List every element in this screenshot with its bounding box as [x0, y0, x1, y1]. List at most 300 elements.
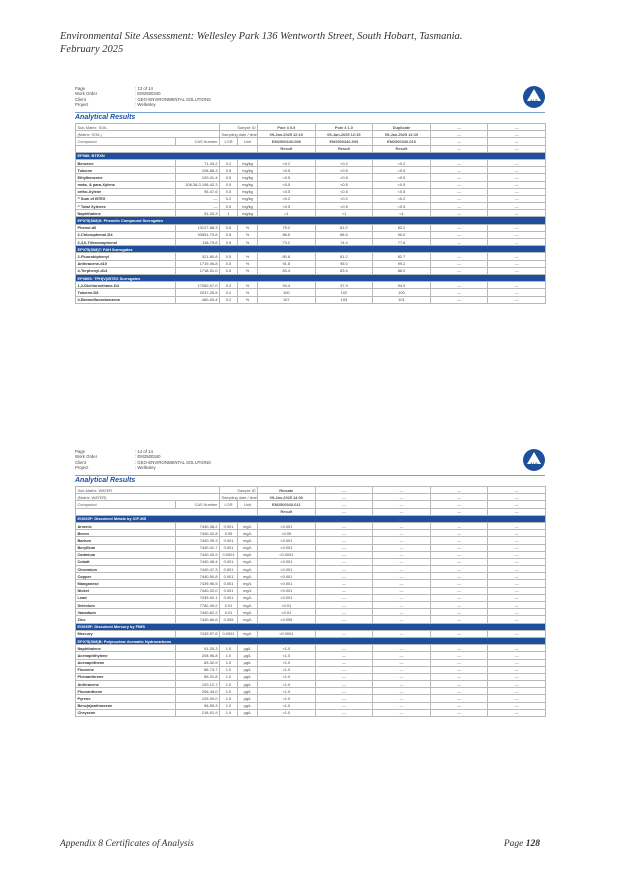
sub-matrix-label: Sub-Matrix: WATER	[76, 487, 220, 494]
empty-result-dash: —	[430, 253, 488, 260]
lor-value: 1.0	[220, 681, 238, 688]
lor-value: 0.5	[220, 174, 238, 181]
meta-key: Project	[75, 101, 89, 107]
empty-result-dash: —	[488, 239, 546, 246]
empty-result-dash: —	[315, 602, 373, 609]
compound-name: Benzene	[76, 159, 176, 166]
result-value: <1.0	[258, 681, 316, 688]
sample-date: 09-Jan-2025 12:10	[258, 131, 316, 138]
empty-result-dash: —	[430, 652, 488, 659]
unit-value: mg/kg	[238, 195, 258, 202]
empty-result-dash: —	[430, 645, 488, 652]
empty-result-dash: —	[430, 239, 488, 246]
empty-result-dash: —	[488, 702, 546, 709]
empty-result-dash: —	[430, 566, 488, 573]
empty-result-dash: —	[488, 587, 546, 594]
result-value: 88.5	[315, 231, 373, 238]
empty-result-dash: —	[315, 695, 373, 702]
compound-name: Mercury	[76, 630, 176, 637]
cas-number: 2037-26-5	[176, 289, 220, 296]
result-value: 81.2	[315, 253, 373, 260]
empty-sample-dash: —	[488, 138, 546, 145]
table-row	[76, 167, 546, 174]
empty-result-dash: —	[373, 580, 431, 587]
als-logo-text: ALS	[530, 99, 538, 103]
empty-sample-dash: —	[430, 508, 488, 515]
table-row	[76, 188, 546, 195]
lor-value: 0.001	[220, 573, 238, 580]
empty-sample-dash: —	[430, 501, 488, 508]
lor-value: 0.001	[220, 522, 238, 529]
result-value: <0.5	[373, 188, 431, 195]
cas-number: 7440-39-3	[176, 537, 220, 544]
compound-name: Anthracene-d10	[76, 260, 176, 267]
unit-value: mg/kg	[238, 159, 258, 166]
result-value: <0.01	[258, 602, 316, 609]
meta-value: : 13 of 14	[135, 86, 153, 91]
lor-value: 1.0	[220, 652, 238, 659]
table-row	[76, 231, 546, 238]
result-value: 102	[315, 289, 373, 296]
group-title: EP080S: TPH(V)/BTEX Surrogates	[76, 274, 546, 281]
empty-result-dash: —	[488, 167, 546, 174]
empty-result-dash: —	[315, 630, 373, 637]
empty-result-dash: —	[488, 558, 546, 565]
unit-value: mg/L	[238, 609, 258, 616]
empty-result-dash: —	[315, 652, 373, 659]
blank-cell	[76, 145, 258, 152]
empty-sample-dash: —	[488, 494, 546, 501]
result-value: <1.0	[258, 695, 316, 702]
compound-name: Acenaphthene	[76, 659, 176, 666]
empty-result-dash: —	[488, 688, 546, 695]
results-table	[75, 123, 546, 304]
empty-result-dash: —	[430, 522, 488, 529]
lor-value: 0.5	[220, 203, 238, 210]
empty-result-dash: —	[488, 709, 546, 716]
sample-result: Result	[315, 145, 373, 152]
empty-result-dash: —	[488, 260, 546, 267]
cert-meta	[75, 86, 545, 112]
empty-result-dash: —	[315, 558, 373, 565]
document-header	[60, 30, 560, 56]
cas-number: 7439-96-5	[176, 580, 220, 587]
empty-result-dash: —	[315, 616, 373, 623]
cas-number: 118-79-6	[176, 239, 220, 246]
table-row	[76, 159, 546, 166]
compound-name: Copper	[76, 573, 176, 580]
unit-value: %	[238, 289, 258, 296]
footer-page-label	[504, 839, 540, 849]
compound-name: Manganese	[76, 580, 176, 587]
empty-result-dash: —	[373, 702, 431, 709]
header-row	[76, 124, 546, 131]
table-row	[76, 630, 546, 637]
cas-number: 7782-49-2	[176, 602, 220, 609]
empty-result-dash: —	[488, 544, 546, 551]
unit-value: mg/L	[238, 566, 258, 573]
unit-col-header: Unit	[238, 138, 258, 145]
unit-value: %	[238, 224, 258, 231]
empty-result-dash: —	[315, 566, 373, 573]
lor-value: 1.0	[220, 673, 238, 680]
result-value: 86.0	[373, 267, 431, 274]
sampling-date-label: Sampling date / time	[221, 494, 257, 500]
table-row	[76, 282, 546, 289]
result-value: 101	[373, 296, 431, 303]
lor-value: 0.001	[220, 544, 238, 551]
compound-name: 2-Chlorophenol-D4	[76, 231, 176, 238]
result-value: <1.0	[258, 652, 316, 659]
meta-value: : EM2500340	[135, 454, 161, 460]
compound-name: Acenaphthylene	[76, 652, 176, 659]
result-value: <0.001	[258, 566, 316, 573]
empty-result-dash: —	[430, 544, 488, 551]
empty-result-dash: —	[315, 609, 373, 616]
unit-value: mg/L	[238, 602, 258, 609]
sampling-date-label: Sampling date / time	[221, 131, 257, 137]
compound-name: Pyrene	[76, 695, 176, 702]
empty-result-dash: —	[488, 566, 546, 573]
table-row	[76, 260, 546, 267]
section-title: Analytical Results	[75, 114, 136, 121]
cas-number: 206-44-0	[176, 688, 220, 695]
compound-name: 2-Fluorobiphenyl	[76, 253, 176, 260]
empty-result-dash: —	[373, 522, 431, 529]
empty-result-dash: —	[430, 537, 488, 544]
unit-value: mg/L	[238, 587, 258, 594]
result-value: <0.0001	[258, 630, 316, 637]
lor-value: 0.5	[220, 181, 238, 188]
compound-name: Chrysene	[76, 709, 176, 716]
unit-value: µg/L	[238, 702, 258, 709]
empty-result-dash: —	[430, 594, 488, 601]
cert-divider	[75, 112, 545, 113]
lor-value: 0.005	[220, 616, 238, 623]
meta-row	[75, 102, 545, 107]
result-value: <1.0	[258, 673, 316, 680]
empty-result-dash: —	[373, 587, 431, 594]
result-value: <0.5	[258, 188, 316, 195]
group-row	[76, 246, 546, 253]
empty-result-dash: —	[315, 544, 373, 551]
lor-value: 0.0001	[220, 630, 238, 637]
lor-value: 0.5	[220, 167, 238, 174]
empty-result-dash: —	[430, 587, 488, 594]
meta-value: : EM2500340	[135, 91, 161, 97]
empty-sample-dash: —	[430, 124, 488, 131]
lor-value: 0.001	[220, 580, 238, 587]
unit-value: mg/kg	[238, 203, 258, 210]
empty-result-dash: —	[488, 551, 546, 558]
cas-number: 86-73-7	[176, 666, 220, 673]
lor-value: 1.0	[220, 702, 238, 709]
certificate-page-14	[75, 449, 545, 717]
sample-lab: EM2500340-008	[258, 138, 316, 145]
table-row	[76, 181, 546, 188]
group-row	[76, 274, 546, 281]
empty-result-dash: —	[430, 580, 488, 587]
lor-value: 0.2	[220, 296, 238, 303]
empty-result-dash: —	[430, 688, 488, 695]
meta-key: Client	[75, 96, 86, 102]
lor-value: 0.001	[220, 558, 238, 565]
cas-number: 95-47-6	[176, 188, 220, 195]
result-value: <0.001	[258, 544, 316, 551]
meta-value: : Wellesley	[135, 101, 156, 107]
lor-value: 0.5	[220, 239, 238, 246]
footer-appendix-label: Appendix 8 Certificates of Analysis	[60, 839, 194, 849]
group-row	[76, 637, 546, 644]
cas-number: 13127-88-3	[176, 224, 220, 231]
table-row	[76, 210, 546, 217]
lor-value: 1.0	[220, 645, 238, 652]
empty-result-dash: —	[430, 267, 488, 274]
unit-value: µg/L	[238, 652, 258, 659]
unit-value: mg/L	[238, 558, 258, 565]
meta-key: Client	[75, 459, 86, 465]
cas-number: 7440-43-9	[176, 551, 220, 558]
empty-result-dash: —	[373, 544, 431, 551]
meta-row	[75, 465, 545, 470]
empty-result-dash: —	[373, 573, 431, 580]
empty-result-dash: —	[430, 188, 488, 195]
table-row	[76, 267, 546, 274]
empty-sample-dash: —	[430, 131, 488, 138]
empty-result-dash: —	[373, 645, 431, 652]
result-value: <0.0001	[258, 551, 316, 558]
empty-result-dash: —	[430, 224, 488, 231]
unit-value: mg/L	[238, 544, 258, 551]
empty-result-dash: —	[430, 181, 488, 188]
compound-col-header: Compound	[76, 501, 176, 508]
empty-result-dash: —	[373, 709, 431, 716]
compound-name: Nickel	[76, 587, 176, 594]
cas-number: 7439-97-6	[176, 630, 220, 637]
empty-result-dash: —	[430, 630, 488, 637]
sample-date: 09-Jan-2025 12:10	[373, 131, 431, 138]
result-value: 86.5	[258, 231, 316, 238]
unit-value: %	[238, 231, 258, 238]
empty-result-dash: —	[373, 666, 431, 673]
table-row	[76, 203, 546, 210]
result-value: <0.5	[315, 188, 373, 195]
group-row	[76, 623, 546, 630]
empty-result-dash: —	[488, 522, 546, 529]
compound-name: Boron	[76, 530, 176, 537]
empty-sample-dash: —	[315, 494, 373, 501]
cas-col-header: CAS Number	[176, 501, 220, 508]
empty-sample-dash: —	[373, 494, 431, 501]
empty-result-dash: —	[488, 181, 546, 188]
compound-name: Vanadium	[76, 609, 176, 616]
lor-value: 0.001	[220, 594, 238, 601]
cas-number: 56-55-3	[176, 702, 220, 709]
group-row	[76, 152, 546, 159]
lor-value: 1.0	[220, 688, 238, 695]
meta-key: Page	[75, 449, 86, 454]
lor-value: 1.0	[220, 695, 238, 702]
table-row	[76, 522, 546, 529]
result-value: <0.2	[373, 159, 431, 166]
unit-value: µg/L	[238, 666, 258, 673]
empty-result-dash: —	[488, 594, 546, 601]
sub-matrix-label: Sub-Matrix: SOIL	[76, 124, 220, 131]
table-row	[76, 573, 546, 580]
result-value: <0.5	[315, 167, 373, 174]
empty-result-dash: —	[430, 695, 488, 702]
unit-value: %	[238, 260, 258, 267]
result-value: <1.0	[258, 666, 316, 673]
sample-id-label: Sample ID	[220, 487, 258, 494]
meta-value: : 14 of 14	[135, 449, 153, 454]
lor-value: 0.5	[220, 188, 238, 195]
empty-result-dash: —	[488, 253, 546, 260]
als-logo	[523, 86, 545, 108]
table-row	[76, 666, 546, 673]
result-value: 100	[258, 289, 316, 296]
compound-name: Fluorene	[76, 666, 176, 673]
unit-value: mg/L	[238, 522, 258, 529]
compound-name: Zinc	[76, 616, 176, 623]
cas-number: 1718-51-0	[176, 267, 220, 274]
table-row	[76, 609, 546, 616]
empty-sample-dash: —	[488, 487, 546, 494]
empty-sample-dash: —	[315, 501, 373, 508]
empty-result-dash: —	[315, 709, 373, 716]
unit-value: mg/L	[238, 537, 258, 544]
empty-result-dash: —	[488, 231, 546, 238]
empty-result-dash: —	[430, 551, 488, 558]
empty-result-dash: —	[430, 296, 488, 303]
empty-result-dash: —	[488, 188, 546, 195]
cas-number: 100-41-4	[176, 174, 220, 181]
result-value: 107	[258, 296, 316, 303]
empty-result-dash: —	[430, 573, 488, 580]
table-row	[76, 688, 546, 695]
empty-result-dash: —	[488, 203, 546, 210]
group-title: EP075(SIM)S: Phenolic Compound Surrogates	[76, 217, 546, 224]
cas-number: 108-38-3 106-42-3	[176, 181, 220, 188]
header-row	[76, 501, 546, 508]
als-logo	[523, 449, 545, 471]
section-title: Analytical Results	[75, 477, 136, 484]
header-date: February 2025	[60, 44, 124, 55]
compound-name: ^ Sum of BTEX	[76, 195, 176, 202]
cas-number: 7439-92-1	[176, 594, 220, 601]
result-value: <0.2	[315, 159, 373, 166]
empty-result-dash: —	[488, 695, 546, 702]
empty-result-dash: —	[488, 580, 546, 587]
table-row	[76, 253, 546, 260]
result-value: 90.0	[373, 231, 431, 238]
cas-number: 7440-66-6	[176, 616, 220, 623]
cas-number: 83-32-9	[176, 659, 220, 666]
result-value: <0.5	[258, 181, 316, 188]
empty-result-dash: —	[315, 522, 373, 529]
meta-key: Work Order	[75, 91, 98, 97]
empty-result-dash: —	[488, 652, 546, 659]
empty-result-dash: —	[315, 530, 373, 537]
table-row	[76, 289, 546, 296]
group-row	[76, 217, 546, 224]
result-value: <1	[373, 210, 431, 217]
empty-sample-dash: —	[488, 501, 546, 508]
empty-result-dash: —	[488, 267, 546, 274]
unit-value: %	[238, 267, 258, 274]
empty-result-dash: —	[315, 573, 373, 580]
sample-id: Rinsate	[258, 487, 316, 494]
unit-value: µg/L	[238, 681, 258, 688]
empty-result-dash: —	[430, 659, 488, 666]
unit-value: %	[238, 296, 258, 303]
empty-result-dash: —	[430, 616, 488, 623]
lor-value: 0.2	[220, 282, 238, 289]
empty-result-dash: —	[488, 573, 546, 580]
empty-result-dash: —	[315, 551, 373, 558]
sample-id: Pole 4 1.0	[315, 124, 373, 131]
result-value: 79.2	[258, 224, 316, 231]
empty-result-dash: —	[315, 587, 373, 594]
empty-result-dash: —	[373, 695, 431, 702]
result-value: <0.5	[373, 174, 431, 181]
cert-meta	[75, 449, 545, 475]
empty-sample-dash: —	[373, 501, 431, 508]
empty-result-dash: —	[430, 174, 488, 181]
empty-result-dash: —	[430, 602, 488, 609]
table-row	[76, 659, 546, 666]
empty-result-dash: —	[488, 602, 546, 609]
result-value: <1	[258, 210, 316, 217]
empty-sample-dash: —	[488, 131, 546, 138]
sample-result: Result	[258, 508, 316, 515]
result-value: <1.0	[258, 688, 316, 695]
compound-name: Phenanthrene	[76, 673, 176, 680]
lor-value: 0.01	[220, 609, 238, 616]
result-value: <0.01	[258, 609, 316, 616]
result-value: <0.5	[258, 203, 316, 210]
cas-number: —	[176, 203, 220, 210]
table-row	[76, 681, 546, 688]
lor-value: 0.2	[220, 289, 238, 296]
lor-value: 1.0	[220, 659, 238, 666]
empty-sample-dash: —	[373, 508, 431, 515]
cas-number: 17060-07-0	[176, 282, 220, 289]
meta-key: Project	[75, 464, 89, 470]
result-value: <0.001	[258, 580, 316, 587]
result-value: <0.001	[258, 558, 316, 565]
unit-value: %	[238, 253, 258, 260]
table-row	[76, 551, 546, 558]
empty-sample-dash: —	[430, 145, 488, 152]
cas-number: 7440-38-2	[176, 522, 220, 529]
empty-result-dash: —	[373, 537, 431, 544]
unit-value: mg/kg	[238, 210, 258, 217]
unit-value: mg/L	[238, 616, 258, 623]
empty-result-dash: —	[430, 702, 488, 709]
cas-col-header: CAS Number	[176, 138, 220, 145]
lor-value: 0.2	[220, 195, 238, 202]
table-row	[76, 709, 546, 716]
result-value: 81.0	[315, 224, 373, 231]
result-value: <0.5	[373, 203, 431, 210]
empty-result-dash: —	[488, 681, 546, 688]
cas-number: 321-60-8	[176, 253, 220, 260]
sample-date: 09-Jan-2025 12:15	[315, 131, 373, 138]
empty-result-dash: —	[315, 594, 373, 601]
table-row	[76, 239, 546, 246]
empty-result-dash: —	[430, 210, 488, 217]
